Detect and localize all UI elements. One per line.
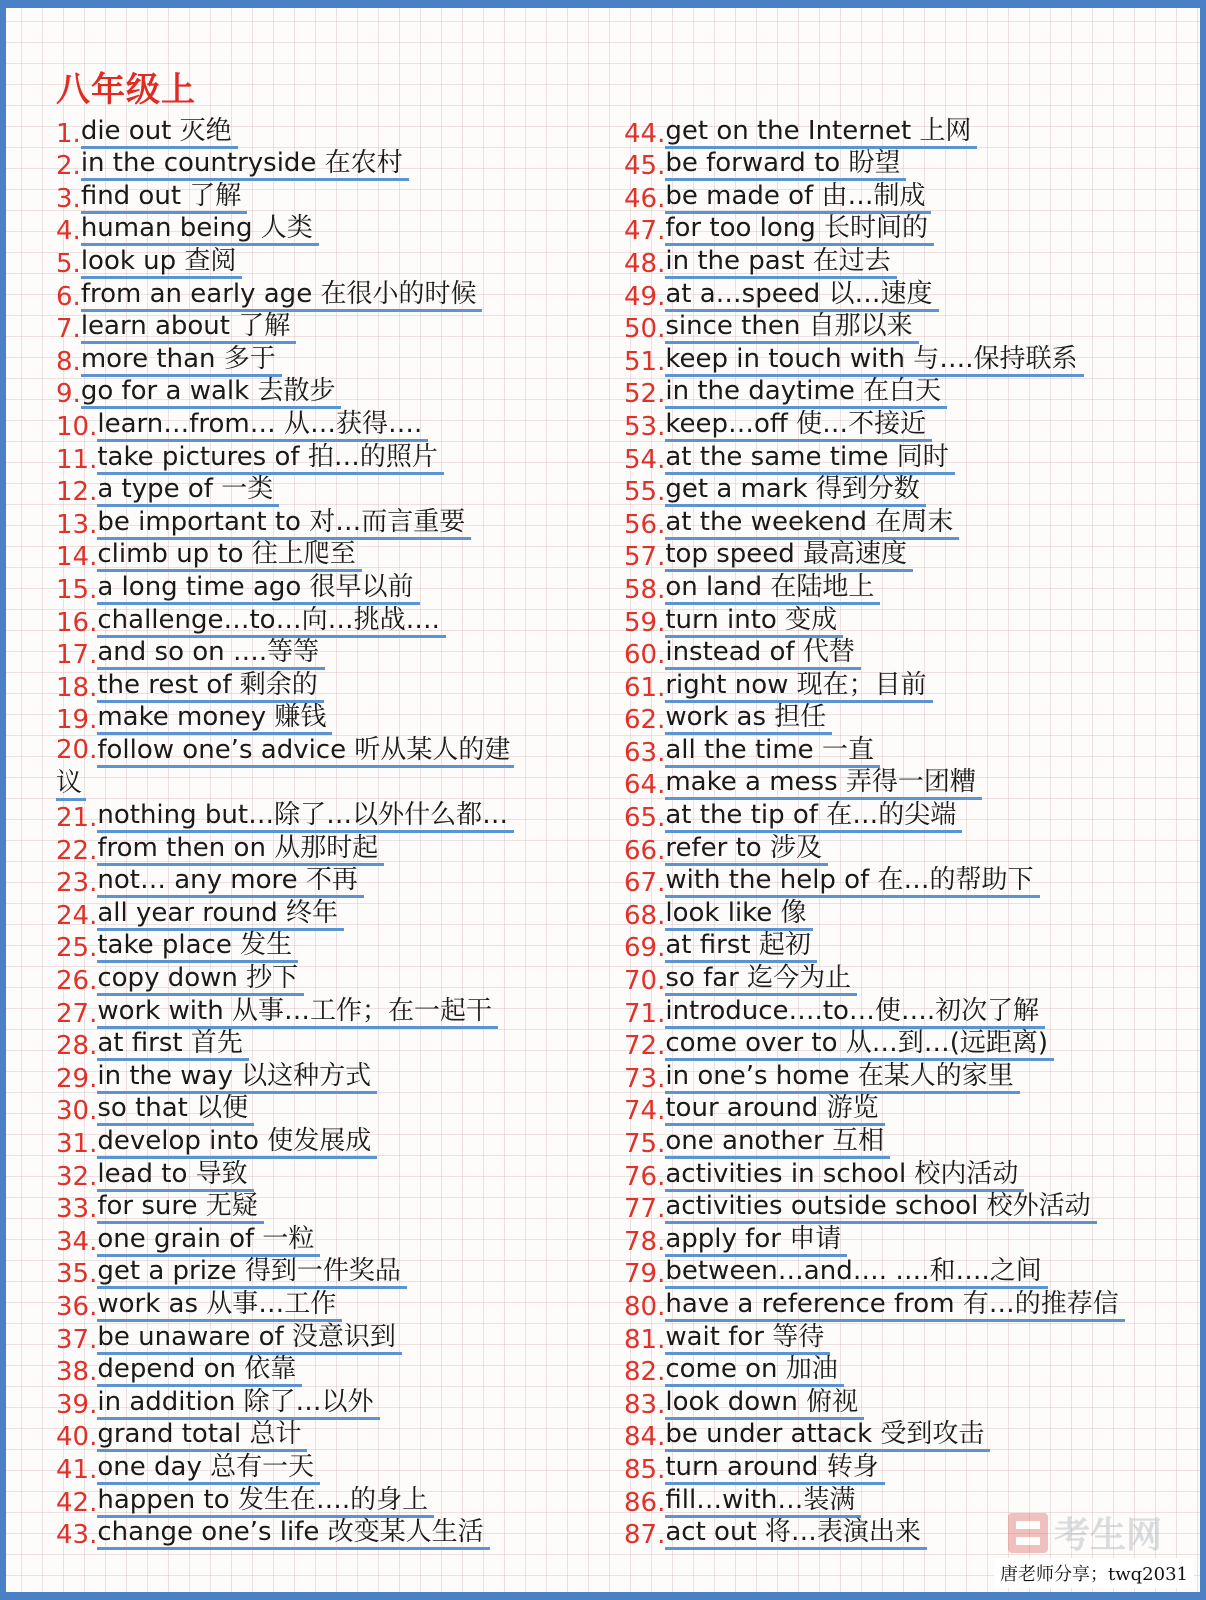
phrase-text: get a prize 得到一件奖品 (97, 1256, 406, 1289)
phrase-number: 57. (624, 542, 666, 573)
phrase-item (56, 344, 576, 377)
phrase-text: human being 人类 (81, 213, 319, 246)
phrase-text: come on 加油 (665, 1354, 843, 1387)
phrase-number: 65. (624, 803, 666, 834)
phrase-item (56, 1159, 576, 1192)
phrase-number: 29. (56, 1063, 98, 1094)
phrase-text: take place 发生 (97, 930, 298, 963)
phrase-number: 43. (56, 1520, 98, 1551)
phrase-number: 24. (56, 900, 98, 931)
phrase-number: 55. (624, 477, 666, 508)
phrase-item (624, 1224, 1144, 1257)
phrase-number: 61. (624, 672, 666, 703)
phrase-text: grand total 总计 (97, 1419, 307, 1452)
phrase-number: 69. (624, 933, 666, 964)
phrase-item (56, 898, 576, 931)
phrase-number: 76. (624, 1161, 666, 1192)
phrase-item (624, 1029, 1144, 1062)
phrase-text: look like 像 (665, 898, 812, 931)
phrase-number: 47. (624, 216, 666, 247)
phrase-text: depend on 依靠 (97, 1354, 302, 1387)
phrase-item (56, 409, 576, 442)
phrase-number: 26. (56, 966, 98, 997)
phrase-text: look up 查阅 (81, 246, 243, 279)
phrase-text: with the help of 在…的帮助下 (665, 865, 1039, 898)
phrase-text: more than 多于 (81, 344, 282, 377)
phrase-item (624, 149, 1144, 182)
phrase-text: change one’s life 改变某人生活 (97, 1517, 489, 1550)
phrase-number: 34. (56, 1226, 98, 1257)
phrase-number: 46. (624, 183, 666, 214)
phrase-item (56, 1094, 576, 1127)
phrase-number: 25. (56, 933, 98, 964)
phrase-item (56, 1518, 576, 1551)
phrase-item (56, 1485, 576, 1518)
phrase-item (624, 1257, 1144, 1290)
phrase-item (56, 1387, 576, 1420)
phrase-number: 32. (56, 1161, 98, 1192)
phrase-item (624, 312, 1144, 345)
phrase-text: challenge…to…向…挑战…. (97, 605, 446, 638)
phrase-text: be important to 对…而言重要 (97, 507, 471, 540)
phrase-number: 45. (624, 151, 666, 182)
phrase-item (56, 1289, 576, 1322)
phrase-text: work as 从事…工作 (97, 1289, 342, 1322)
phrase-number: 9. (56, 379, 81, 410)
phrase-text: tour around 游览 (665, 1093, 884, 1126)
phrase-item (624, 703, 1144, 736)
phrase-item (56, 442, 576, 475)
phrase-text: learn about 了解 (81, 311, 296, 344)
phrase-item (56, 931, 576, 964)
phrase-text: in the past 在过去 (665, 246, 896, 279)
phrase-item (56, 866, 576, 899)
phrase-number: 67. (624, 868, 666, 899)
phrase-item (56, 735, 576, 800)
phrase-text: the rest of 剩余的 (97, 670, 323, 703)
phrase-text: from then on 从那时起 (97, 833, 384, 866)
phrase-number: 3. (56, 183, 81, 214)
phrase-number: 27. (56, 998, 98, 1029)
phrase-text: so that 以便 (97, 1093, 254, 1126)
phrase-number: 14. (56, 542, 98, 573)
phrase-text: look down 俯视 (665, 1387, 864, 1420)
phrase-number: 48. (624, 248, 666, 279)
phrase-number: 77. (624, 1194, 666, 1225)
phrase-text: work as 担任 (665, 702, 832, 735)
phrase-text: activities in school 校内活动 (665, 1159, 1024, 1192)
phrase-item (56, 996, 576, 1029)
phrase-item (624, 768, 1144, 801)
phrase-number: 23. (56, 868, 98, 899)
phrase-number: 19. (56, 705, 98, 736)
phrase-text: one another 互相 (665, 1126, 890, 1159)
phrase-item (56, 703, 576, 736)
phrase-text: one day 总有一天 (97, 1452, 320, 1485)
phrase-number: 74. (624, 1096, 666, 1127)
phrase-text: be made of 由…制成 (665, 181, 931, 214)
phrase-item (624, 833, 1144, 866)
phrase-item (56, 181, 576, 214)
phrase-text: a long time ago 很早以前 (97, 572, 419, 605)
phrase-text: at first 起初 (665, 930, 816, 963)
phrase-text: a type of 一类 (97, 474, 279, 507)
phrase-item (624, 898, 1144, 931)
phrase-text: between…and…. ….和….之间 (665, 1256, 1047, 1289)
phrase-text: be forward to 盼望 (665, 148, 906, 181)
phrase-item (624, 507, 1144, 540)
phrase-number: 41. (56, 1454, 98, 1485)
phrase-item (624, 963, 1144, 996)
phrase-item (624, 214, 1144, 247)
phrase-text: in the daytime 在白天 (665, 376, 947, 409)
phrase-text: at first 首先 (97, 1028, 248, 1061)
watermark (1008, 1507, 1162, 1558)
phrase-item (624, 116, 1144, 149)
phrase-item (624, 1355, 1144, 1388)
phrase-item (624, 1159, 1144, 1192)
phrase-number: 4. (56, 216, 81, 247)
phrase-number: 68. (624, 900, 666, 931)
phrase-item (624, 605, 1144, 638)
phrase-item (624, 344, 1144, 377)
phrase-text: make money 赚钱 (97, 702, 332, 735)
phrase-item (56, 475, 576, 508)
phrase-number: 62. (624, 705, 666, 736)
phrase-number: 59. (624, 607, 666, 638)
phrase-item (56, 149, 576, 182)
phrase-text: work with 从事…工作；在一起干 (97, 996, 498, 1029)
phrase-number: 66. (624, 835, 666, 866)
phrase-text: instead of 代替 (665, 637, 860, 670)
phrase-number: 83. (624, 1389, 666, 1420)
phrase-text: introduce….to…使….初次了解 (665, 996, 1045, 1029)
phrase-item (624, 1452, 1144, 1485)
phrase-item (624, 1289, 1144, 1322)
phrase-text: all year round 终年 (97, 898, 344, 931)
phrase-item (624, 572, 1144, 605)
phrase-text: apply for 申请 (665, 1224, 847, 1257)
phrase-item (624, 1387, 1144, 1420)
phrase-text: activities outside school 校外活动 (665, 1191, 1096, 1224)
phrase-text: at the same time 同时 (665, 442, 954, 475)
phrase-text: die out 灭绝 (81, 116, 238, 149)
phrase-item (56, 1192, 576, 1225)
phrase-item (56, 214, 576, 247)
phrase-text: keep…off 使…不接近 (665, 409, 932, 442)
phrase-item (624, 377, 1144, 410)
phrase-text: make a mess 弄得一团糟 (665, 767, 982, 800)
phrase-text: follow one’s advice 听从某人的建 (97, 735, 511, 766)
phrase-number: 31. (56, 1129, 98, 1159)
phrase-number: 82. (624, 1357, 666, 1388)
phrase-number: 56. (624, 509, 666, 540)
phrase-list-left (56, 116, 576, 1550)
phrase-number: 8. (56, 346, 81, 377)
phrase-text: be under attack 受到攻击 (665, 1419, 990, 1452)
phrase-number: 18. (56, 672, 98, 703)
phrase-number: 80. (624, 1291, 666, 1322)
phrase-number: 1. (56, 118, 81, 149)
phrase-item (624, 279, 1144, 312)
phrase-text: for too long 长时间的 (665, 213, 934, 246)
phrase-text: learn…from… 从…获得…. (97, 409, 428, 442)
phrase-number: 79. (624, 1259, 666, 1290)
phrase-number: 51. (624, 346, 666, 377)
phrase-list-right (624, 116, 1144, 1550)
phrase-text: keep in touch with 与….保持联系 (665, 344, 1083, 377)
phrase-item (56, 507, 576, 540)
phrase-text: at the weekend 在周末 (665, 507, 959, 540)
phrase-item (56, 1126, 576, 1159)
phrase-text: and so on ….等等 (97, 637, 325, 670)
phrase-item (56, 116, 576, 149)
phrase-number: 53. (624, 411, 666, 442)
phrase-text: at the tip of 在…的尖端 (665, 800, 962, 833)
phrase-item (56, 279, 576, 312)
phrase-number: 38. (56, 1357, 98, 1388)
phrase-number: 36. (56, 1291, 98, 1322)
phrase-item (56, 246, 576, 279)
phrase-number: 13. (56, 509, 98, 540)
phrase-text: in the way 以这种方式 (97, 1061, 377, 1094)
phrase-number: 72. (624, 1031, 666, 1062)
phrase-item (56, 638, 576, 671)
phrase-line (56, 735, 576, 768)
phrase-text: find out 了解 (81, 181, 247, 214)
phrase-text: refer to 涉及 (665, 833, 828, 866)
phrase-number: 78. (624, 1226, 666, 1257)
phrase-text: copy down 抄下 (97, 963, 304, 996)
phrase-item (56, 1452, 576, 1485)
phrase-text: go for a walk 去散步 (81, 376, 342, 409)
phrase-item (56, 1257, 576, 1290)
phrase-item (56, 1224, 576, 1257)
phrase-number: 64. (624, 770, 666, 801)
phrase-text: act out 将…表演出来 (665, 1517, 927, 1550)
phrase-number: 35. (56, 1259, 98, 1290)
phrase-number: 15. (56, 574, 98, 605)
phrase-item (56, 1061, 576, 1094)
phrase-number: 73. (624, 1063, 666, 1094)
phrase-item (624, 866, 1144, 899)
phrase-item (56, 833, 576, 866)
phrase-text: all the time 一直 (665, 735, 880, 768)
phrase-text: have a reference from 有…的推荐信 (665, 1289, 1124, 1322)
phrase-number: 85. (624, 1454, 666, 1485)
phrase-item (56, 1355, 576, 1388)
phrase-number: 5. (56, 248, 81, 279)
phrase-item (624, 540, 1144, 573)
page-title: 八年级上 (56, 70, 196, 110)
phrase-number: 22. (56, 835, 98, 866)
watermark-logo-icon (1008, 1513, 1048, 1553)
phrase-number: 11. (56, 444, 98, 475)
phrase-text: for sure 无疑 (97, 1191, 263, 1224)
phrase-number: 39. (56, 1389, 98, 1420)
phrase-number: 40. (56, 1422, 98, 1453)
phrase-number: 75. (624, 1129, 666, 1159)
phrase-number: 54. (624, 444, 666, 475)
phrase-number: 44. (624, 118, 666, 149)
phrase-item (56, 800, 576, 833)
phrase-number: 84. (624, 1422, 666, 1453)
phrase-item (624, 670, 1144, 703)
phrase-number: 87. (624, 1520, 666, 1551)
phrase-item (624, 931, 1144, 964)
phrase-number: 6. (56, 281, 81, 312)
phrase-text: turn around 转身 (665, 1452, 884, 1485)
phrase-text: in the countryside 在农村 (81, 148, 409, 181)
phrase-item (624, 409, 1144, 442)
phrase-item (624, 638, 1144, 671)
phrase-line (56, 768, 576, 801)
footer-credit: 唐老师分享；twq2031 (994, 1558, 1194, 1588)
phrase-item (624, 1420, 1144, 1453)
phrase-item (624, 181, 1144, 214)
phrase-item (624, 442, 1144, 475)
phrase-item (56, 312, 576, 345)
phrase-item (624, 1094, 1144, 1127)
phrase-item (624, 996, 1144, 1029)
phrase-number: 7. (56, 314, 81, 345)
phrase-text: since then 自那以来 (665, 311, 918, 344)
phrase-text: nothing but…除了…以外什么都… (97, 800, 514, 833)
phrase-number: 70. (624, 966, 666, 997)
phrase-text: climb up to 往上爬至 (97, 539, 361, 572)
phrase-item (56, 377, 576, 410)
phrase-text: fill…with…装满 (665, 1485, 861, 1518)
phrase-text: so far 迄今为止 (665, 963, 857, 996)
phrase-number: 17. (56, 640, 98, 671)
phrase-item (56, 540, 576, 573)
phrase-number: 86. (624, 1487, 666, 1518)
phrase-text: on land 在陆地上 (665, 572, 880, 605)
phrase-text: not… any more 不再 (97, 865, 364, 898)
phrase-number: 37. (56, 1324, 98, 1355)
phrase-number: 49. (624, 281, 666, 312)
phrase-item (56, 1322, 576, 1355)
phrase-item (56, 605, 576, 638)
phrase-number: 50. (624, 314, 666, 345)
phrase-item (624, 800, 1144, 833)
phrase-number: 81. (624, 1324, 666, 1355)
phrase-number: 71. (624, 998, 666, 1029)
phrase-number: 30. (56, 1096, 98, 1127)
phrase-text: at a…speed 以…速度 (665, 279, 938, 312)
phrase-text: happen to 发生在….的身上 (97, 1485, 434, 1518)
phrase-item (624, 1126, 1144, 1159)
phrase-number: 20. (56, 735, 98, 766)
phrase-number: 60. (624, 640, 666, 671)
phrase-text-continued: 议 (56, 768, 86, 801)
phrase-number: 2. (56, 151, 81, 182)
phrase-number: 16. (56, 607, 98, 638)
phrase-number: 42. (56, 1487, 98, 1518)
phrase-text: top speed 最高速度 (665, 539, 913, 572)
phrase-text: develop into 使发展成 (97, 1126, 377, 1159)
phrase-text: be unaware of 没意识到 (97, 1322, 402, 1355)
phrase-item (624, 735, 1144, 768)
phrase-text: get on the Internet 上网 (665, 116, 977, 149)
phrase-item (624, 246, 1144, 279)
phrase-item (624, 475, 1144, 508)
phrase-number: 63. (624, 737, 666, 768)
phrase-text: lead to 导致 (97, 1159, 253, 1192)
phrase-text: wait for 等待 (665, 1322, 830, 1355)
phrase-item (56, 670, 576, 703)
phrase-item (56, 1029, 576, 1062)
phrase-number: 33. (56, 1194, 98, 1225)
phrase-item (56, 572, 576, 605)
phrase-number: 21. (56, 803, 98, 834)
phrase-text: right now 现在；目前 (665, 670, 932, 703)
phrase-item (56, 1420, 576, 1453)
phrase-text: turn into 变成 (665, 605, 843, 638)
phrase-text: get a mark 得到分数 (665, 474, 925, 507)
phrase-number: 28. (56, 1031, 98, 1062)
phrase-text: come over to 从…到…(远距离) (665, 1028, 1054, 1061)
phrase-text: one grain of 一粒 (97, 1224, 320, 1257)
watermark-text: 考生网 (1053, 1515, 1162, 1556)
phrase-item (624, 1322, 1144, 1355)
phrase-text: in addition 除了…以外 (97, 1387, 379, 1420)
phrase-text: from an early age 在很小的时候 (81, 279, 483, 312)
phrase-text: take pictures of 拍…的照片 (97, 442, 443, 475)
phrase-number: 12. (56, 477, 98, 508)
phrase-text: in one’s home 在某人的家里 (665, 1061, 1019, 1094)
phrase-item (56, 963, 576, 996)
phrase-number: 58. (624, 574, 666, 605)
phrase-item (624, 1061, 1144, 1094)
phrase-number: 10. (56, 411, 98, 442)
phrase-number: 52. (624, 379, 666, 410)
phrase-item (624, 1192, 1144, 1225)
